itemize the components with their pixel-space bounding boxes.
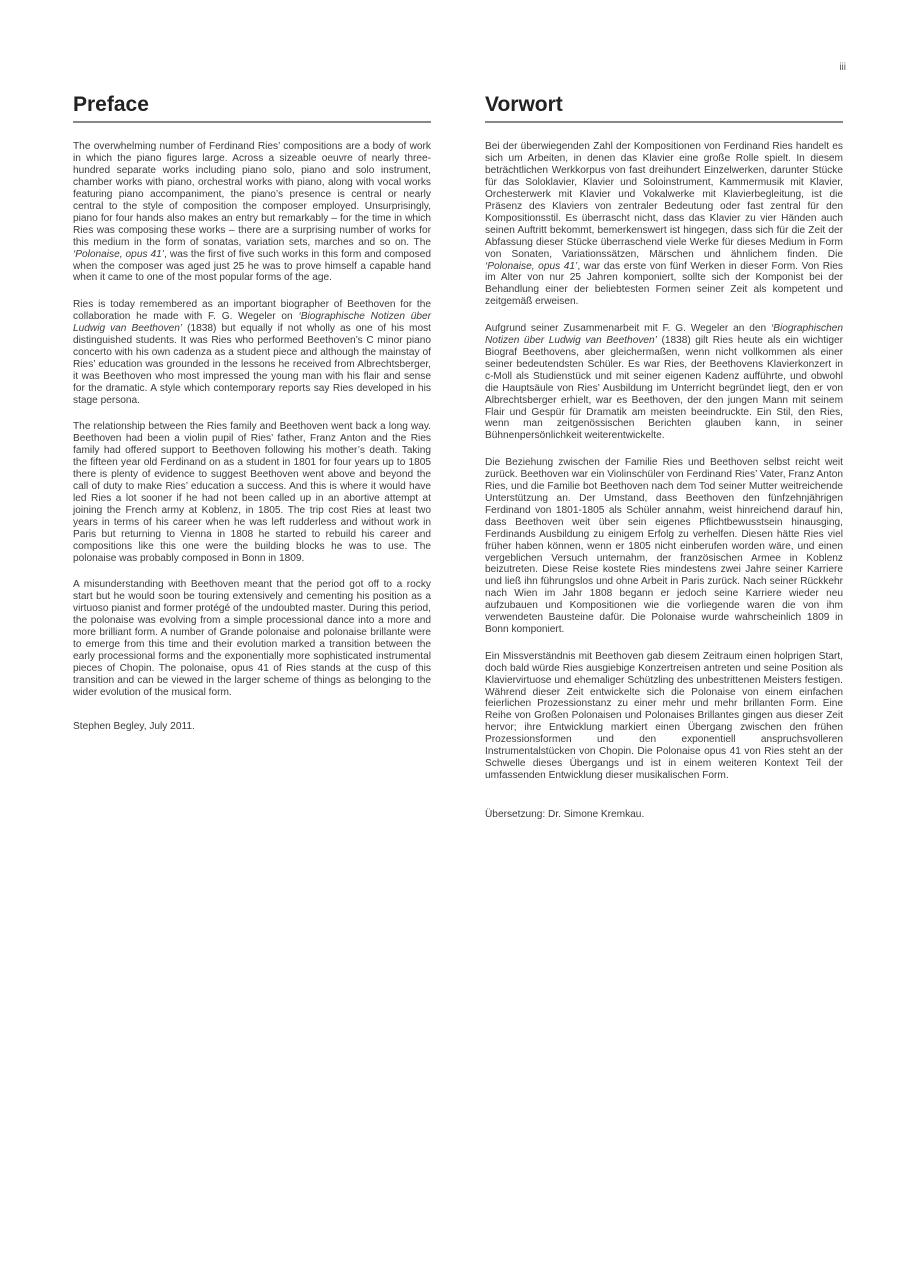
vorwort-paragraph-2: Aufgrund seiner Zusammenarbeit mit F. G. Wegeler an den ‘Biographischen Notizen über Ludwig van Beethoven’ (1838) gilt Ries heute als ein wichtiger Biograf Beethovens, aber gleichermaßen, wenn nicht vollkommen als einer seiner bedeutendsten Schüler. Es war Ries, der Beethovens Klavierkonzert in c-Moll als Studienstück und mit seiner eigenen Kadenz aufführte, und obwohl die Hauptsäule von Ries’ Ausbildung im Unterricht begründet liegt, den er von Albrechtsberger erhielt, war es Beethoven, der den jungen Mann mit seinem Flair und Gespür für Dramatik am meisten beeindruckte. Ein Stil, den Ries, wenn man zeitgenössischen Berichten glauben kann, in seiner Bühnenpersönlichkeit weiterentwickelte. [485, 322, 844, 442]
vorwort-paragraph-4: Ein Missverständnis mit Beethoven gab diesem Zeitraum einen holprigen Start, doch bald würde Ries ausgiebige Konzertreisen antreten und seine Position als Klaviervirtuose und ehemaliger Schützling des unbestrittenen Meisters festigen. Während dieser Zeit entwickelte sich die Polonaise von einem einfachen feierlichen Prozessionstanz zu einer mehr und mehr brillanten Form. Eine Reihe von Großen Polonaisen und Polonaises Brillantes gingen aus dieser Zeit hervor; ihre Entwicklung markiert einen Übergang zwischen den frühen Prozessionsformen und den exponentiell anspruchsvolleren Instrumentalstücken von Chopin. Die Polonaise opus 41 von Ries steht an der Schwelle dieses Übergangs und ist in einem weiteren Kontext Teil der umfassenden Entwicklung dieser musikalischen Form. [485, 650, 843, 782]
preface-body [73, 141, 431, 733]
page-number: iii [839, 62, 846, 73]
preface-column [73, 93, 431, 748]
book-title: ‘Biographische Notizen über Ludwig van Beethoven’ [73, 310, 431, 334]
work-title: ‘Polonaise, opus 41’ [485, 260, 578, 272]
vorwort-paragraph-1: Bei der überwiegenden Zahl der Kompositionen von Ferdinand Ries handelt es sich um Arbeiten, in denen das Klavier eine große Rolle spielt. In diesem beträchtlichen Werkkorpus von fast dreihundert Einzelwerken, darunter Stücke für das Soloklavier, Klavier und Soloinstrument, Kammermusik mit Klavier, Orchesterwerk mit Klavier und Vokalwerke mit Klavierbegleitung, ist die Präsenz des Klaviers von zentraler Bedeutung oder fast zentral für den Kompositionsstil. Es überrascht nicht, dass das Klavier zu vier Händen auch seinen Auftritt bekommt, bemerkenswert ist hingegen, dass sich für die Zeit der Abfassung dieser Stücke überraschend viele Werke für dieses Medium in Form von Sonaten, Variationssätzen, Märschen und ähnlichem finden. Die ‘Polonaise, opus 41’, war das erste von fünf Werken in dieser Form. Von Ries im Alter von nur 25 Jahren komponiert, sollte sich der Komponist bei der Behandlung einer der beliebtesten Formen seiner Zeit als kompetent und zeitgemäß erweisen. [485, 141, 843, 308]
preface-paragraph-1: The overwhelming number of Ferdinand Ries’ compositions are a body of work in which the piano figures large. Across a sizeable oeuvre of nearly three-hundred separate works including piano solo, piano and solo instrument, chamber works with piano, orchestral works with piano, along with vocal works featuring piano accompaniment, the piano’s presence is central or nearly central to the style of composition the composer employed. Unsurprisingly, piano for four hands also makes an entry but remarkably – for the time in which Ries was composing these works – there are a surprising number of works for this medium in the form of sonatas, variation sets, marches and so on. The ‘Polonaise, opus 41’, was the first of five such works in this form and composed when the composer was aged just 25 he was to prove himself a capable hand when it came to one of the most popular forms of the age. [73, 141, 431, 284]
preface-paragraph-4: A misunderstanding with Beethoven meant that the period got off to a rocky start but he would soon be touring extensively and cementing his position as a virtuoso pianist and former protégé of the undoubted master. During this period, the polonaise was evolving from a simple processional dance into a more and more brilliant form. A number of Grande polonaise and polonaise brillante were to emerge from this time and their evolution marked a transition between the early processional forms and the exponentially more sophisticated instrumental pieces of Chopin. The polonaise, opus 41 of Ries stands at the cusp of this transition and can be viewed in the larger scheme of things as belonging to the wider evolution of the musical form. [73, 578, 431, 698]
vorwort-paragraph-3: Die Beziehung zwischen der Familie Ries und Beethoven selbst reicht weit zurück. Beethoven war ein Violinschüler von Ferdinand Ries’ Vater, Franz Anton Ries, und die Familie bot Beethoven nach dem Tod seiner Mutter weitreichende Unterstützung an. Der Umstand, dass Beethoven den fünfzehnjährigen Ferdinand von 1801-1805 als Schüler annahm, weist hinreichend darauf hin, dass Beethoven weit über sein eigenes Pflichtbewusstsein hinausging, Ferdinands Ausbildung zu einigem Erfolg zu verhelfen. Diesen hätte Ries viel früher haben können, wenn er 1805 nicht einberufen worden wäre, und einen vergeblichen Versuch unternahm, der französischen Armee in Koblenz beizutreten. Diese Reise kostete Ries mindestens zwei Jahre seiner Karriere und ließ ihn führungslos und ohne Arbeit in Paris zurück. Nach seiner Rückkehr nach Wien im Jahr 1808 begann er jedoch seine Karriere wieder neu aufzubauen und Kompositionen wie die vorliegende waren die von ihm verwendeten Bausteine dafür. Die Polonaise wurde wahrscheinlich 1809 in Bonn komponiert. [485, 456, 843, 636]
vorwort-signature: Übersetzung: Dr. Simone Kremkau. [485, 809, 645, 821]
vorwort-body [485, 141, 843, 821]
preface-signature: Stephen Begley, July 2011. [73, 721, 195, 733]
work-title: ‘Polonaise, opus 41’ [73, 248, 165, 260]
book-title: ‘Biographischen Notizen über Ludwig van Beethoven’ [485, 322, 843, 346]
vorwort-heading: Vorwort [485, 93, 843, 123]
preface-paragraph-2: Ries is today remembered as an important biographer of Beethoven for the collaboration he made with F. G. Wegeler on ‘Biographische Notizen über Ludwig van Beethoven’ (1838) but equally if not wholly as one of his most distinguished students. It was Ries who performed Beethoven’s C minor piano concerto with his own cadenza as a student piece and although the mainstay of Ries’ education was grounded in the lessons he received from Albrechtsberger, it was Beethoven who most impressed the young man with his flair and sense for the dramatic. A style which contemporary reports say Ries developed in his stage persona. [73, 298, 431, 406]
vorwort-column [485, 93, 843, 836]
preface-heading: Preface [73, 93, 431, 123]
preface-paragraph-3: The relationship between the Ries family and Beethoven went back a long way. Beethoven had been a violin pupil of Ries’ father, Franz Anton and the Ries family had offered support to Beethoven following his mother’s death. Taking the fifteen year old Ferdinand on as a student in 1801 for four years up to 1805 there is plenty of evidence to suggest Beethoven went above and beyond the call of duty to make Ries’ education a success. And this is where it would have led Ries a lot sooner if he had not been called up in an abortive attempt at joining the French army at Koblenz, in 1805. The trip cost Ries at least two years in terms of his career when he was left rudderless and without work in Paris but returning to Vienna in 1808 he started to rebuild his career and compositions like this one were the building blocks he was to use. The polonaise was probably composed in Bonn in 1809. [73, 421, 431, 564]
